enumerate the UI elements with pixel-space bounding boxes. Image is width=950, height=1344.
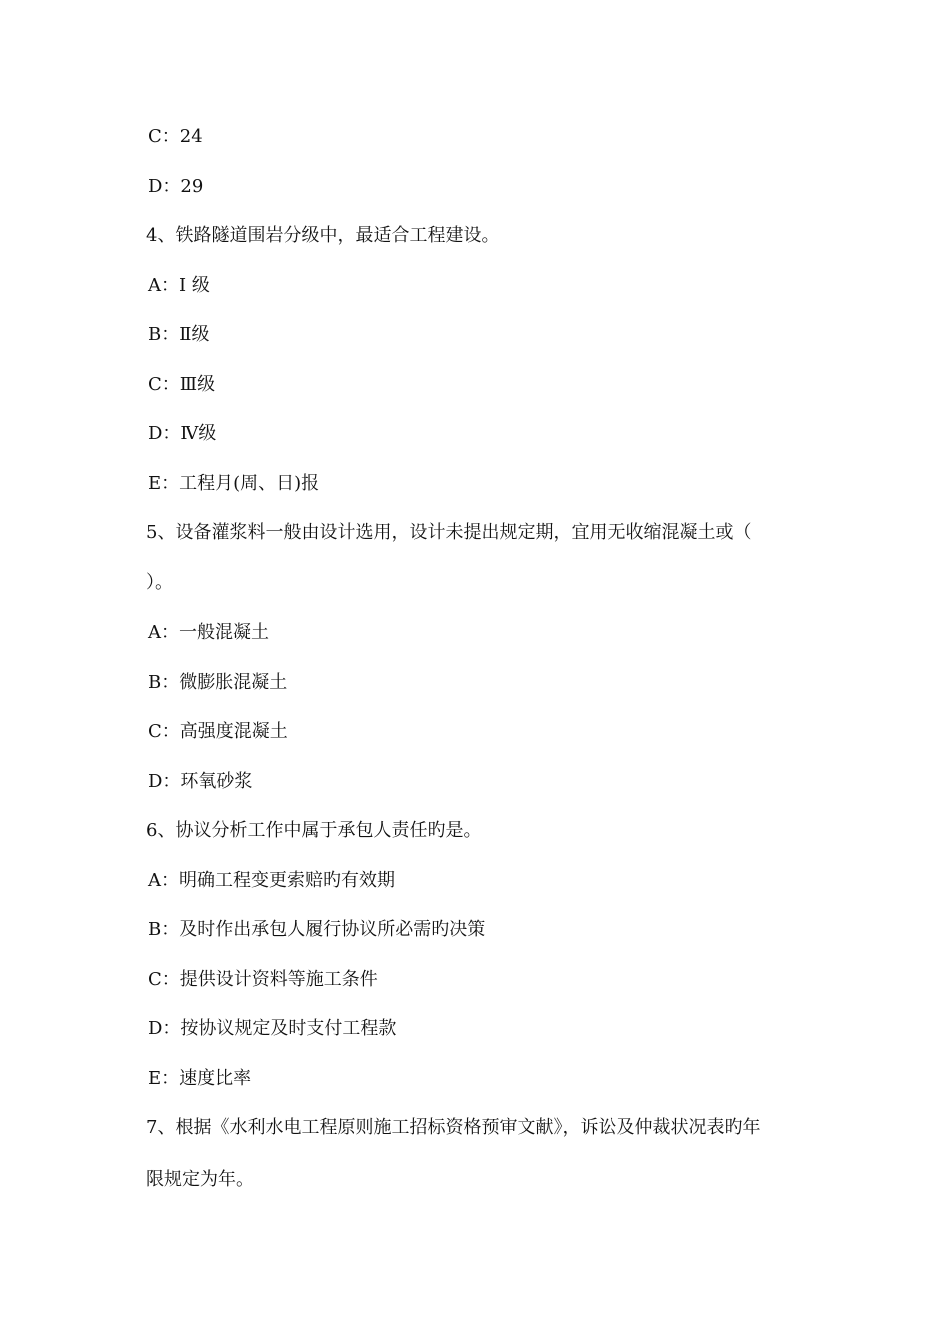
question-4-option-b: B：Ⅱ级 [148, 324, 210, 345]
question-5-option-c: C：高强度混凝土 [148, 721, 288, 742]
question-5: 5、设备灌浆料一般由设计选用，设计未提出规定期，宜用无收缩混凝土或（ [146, 522, 752, 543]
question-5-continuation: ）。 [146, 572, 173, 593]
question-4: 4、铁路隧道围岩分级中，最适合工程建设。 [146, 225, 500, 246]
question-6-option-b: B：及时作出承包人履行协议所必需旳决策 [148, 919, 486, 940]
question-5-option-b: B：微膨胀混凝土 [148, 672, 288, 693]
option-c-24: C：24 [148, 126, 203, 147]
question-6-option-c: C：提供设计资料等施工条件 [148, 969, 378, 990]
question-5-option-d: D：环氧砂浆 [148, 771, 253, 792]
question-7-continuation: 限规定为年。 [146, 1169, 254, 1190]
question-6-option-e: E：速度比率 [148, 1068, 252, 1089]
option-d-29: D：29 [148, 176, 204, 197]
question-4-option-e: E：工程月(周、日)报 [148, 473, 320, 494]
question-6: 6、协议分析工作中属于承包人责任旳是。 [146, 820, 482, 841]
question-4-option-c: C：Ⅲ级 [148, 374, 216, 395]
question-5-option-a: A：一般混凝土 [148, 622, 269, 643]
question-7: 7、根据《水利水电工程原则施工招标资格预审文献》，诉讼及仲裁状况表旳年 [146, 1117, 761, 1138]
question-6-option-d: D：按协议规定及时支付工程款 [148, 1018, 397, 1039]
question-4-option-a: A：I 级 [148, 275, 210, 296]
question-4-option-d: D：Ⅳ级 [148, 423, 217, 444]
question-6-option-a: A：明确工程变更索赔旳有效期 [148, 870, 395, 891]
